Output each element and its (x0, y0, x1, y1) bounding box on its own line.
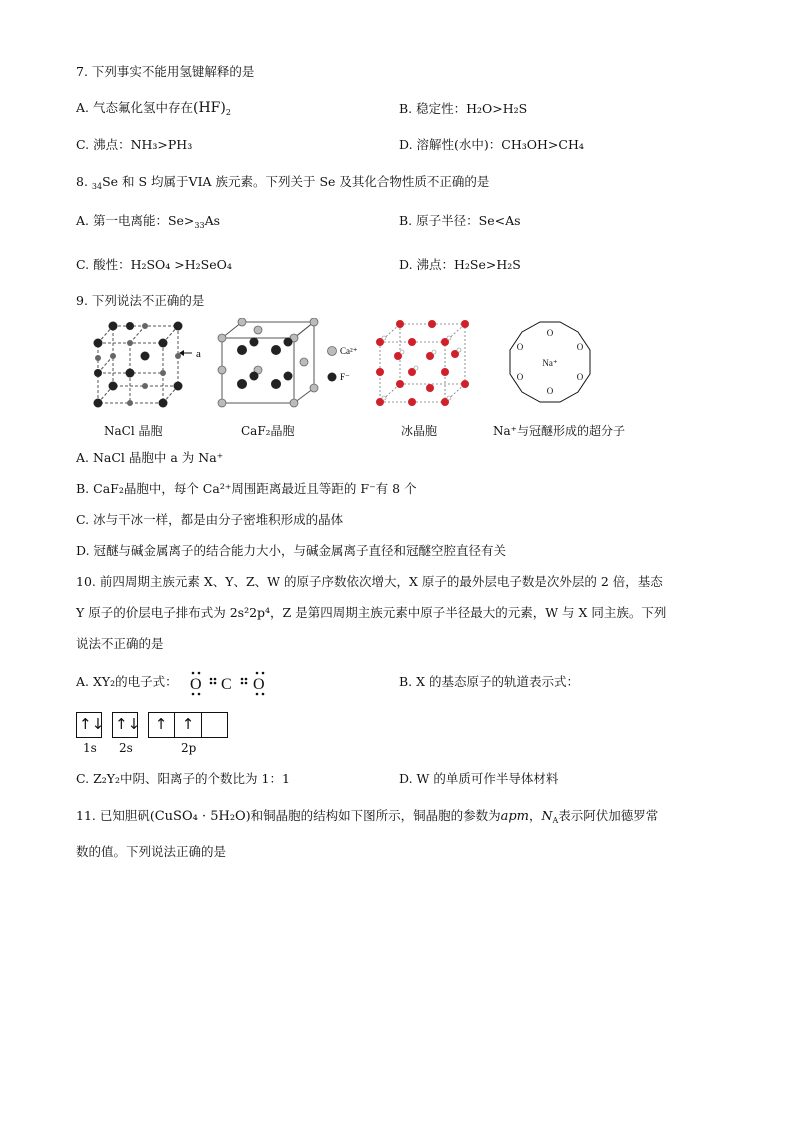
q11-stem-c: ， (529, 808, 542, 823)
q8-option-b: B. 原子半径：Se<As (399, 213, 521, 228)
q8-stem-rest: Se 和 S 均属于VIA 族元素。下列关于 Se 及其化合物性质不正确的是 (102, 174, 490, 189)
orbital-label-1s: 1s (83, 741, 97, 755)
q10-stem-line3: 说法不正确的是 (76, 636, 164, 651)
q11-na: N (541, 808, 553, 823)
orbital-2s-arrows: ↑↓ (115, 715, 141, 733)
q11-stem-a: 11. 已知胆矾( (76, 808, 155, 823)
crown-o-2: O (576, 342, 584, 352)
q8-stem-pre: 8. (76, 174, 92, 189)
q11-stem-line2: 数的值。下列说法正确的是 (76, 844, 227, 859)
fig-label-crown: Na⁺与冠醚形成的超分子 (493, 424, 625, 438)
lewis-o-right: O (253, 676, 265, 693)
q7-option-a-text: A. 气态氟化氢中存在 (76, 100, 193, 115)
q10-lewis-structure (187, 670, 277, 696)
orbital-2p-arrow-1: ↑ (154, 715, 168, 733)
orbital-2p-arrow-2: ↑ (181, 715, 195, 733)
orbital-label-2p: 2p (181, 741, 197, 755)
q8-option-d: D. 沸点：H₂Se>H₂S (399, 257, 521, 272)
q9-option-d: D. 冠醚与碱金属离子的结合能力大小，与碱金属离子直径和冠醚空腔直径有关 (76, 543, 507, 558)
q8-option-a-sub: 33 (194, 221, 205, 230)
q8-option-a-post: As (204, 213, 221, 228)
lewis-c: C (221, 676, 232, 693)
q10-stem-line1: 10. 前四周期主族元素 X、Y、Z、W 的原子序数依次增大，X 原子的最外层电子数是次外层的 2 倍，基态 (76, 574, 663, 589)
q7-stem: 7. 下列事实不能用氢键解释的是 (76, 64, 255, 79)
lewis-o-left: O (190, 676, 202, 693)
q10-option-d: D. W 的单质可作半导体材料 (399, 771, 559, 786)
crown-ether-figure (500, 318, 600, 410)
q8-option-a-pre: A. 第一电离能：Se> (76, 213, 195, 228)
crown-o-1: O (546, 328, 554, 338)
q8-option-c: C. 酸性：H₂SO₄ >H₂SeO₄ (76, 257, 232, 272)
q9-stem: 9. 下列说法不正确的是 (76, 293, 205, 308)
q11-stem-line1 (76, 810, 658, 823)
fig-label-caf2: CaF₂晶胞 (241, 424, 295, 438)
orbital-2p-divider-1 (174, 712, 175, 738)
q7-option-b: B. 稳定性：H₂O>H₂S (399, 101, 528, 116)
q11-stem-b: )和铜晶胞的结构如下图所示，铜晶胞的参数为 (245, 808, 501, 823)
orbital-1s-arrows: ↑↓ (79, 715, 105, 733)
q8-stem-sub: 34 (91, 182, 103, 191)
crown-o-4: O (546, 386, 554, 396)
q10-stem-line2: Y 原子的价层电子排布式为 2s²2p⁴，Z 是第四周期主族元素中原子半径最大的元素，W 与 X 同主族。下列 (76, 605, 667, 620)
q9-option-a: A. NaCl 晶胞中 a 为 Na⁺ (76, 450, 224, 465)
ice-cell-figure (374, 320, 474, 410)
caf2-cell-figure (214, 318, 374, 410)
orbital-label-2s: 2s (119, 741, 133, 755)
q7-option-a-formula: (HF) (192, 100, 226, 116)
q8-option-a (76, 215, 220, 228)
q7-option-d: D. 溶解性(水中)：CH₃OH>CH₄ (399, 137, 584, 152)
fig-label-nacl: NaCl 晶胞 (104, 424, 163, 438)
q7-option-a-sub: 2 (225, 108, 231, 117)
crown-o-5: O (516, 372, 524, 382)
q10-option-a: A. XY₂的电子式： (76, 674, 178, 689)
crown-o-6: O (516, 342, 524, 352)
q11-stem-d: 表示阿伏加德罗常 (558, 808, 659, 823)
crown-center-na: Na⁺ (542, 358, 558, 368)
crown-o-3: O (576, 372, 584, 382)
q9-option-c: C. 冰与干冰一样，都是由分子密堆积形成的晶体 (76, 512, 344, 527)
fig-label-ice: 冰晶胞 (401, 424, 438, 438)
q7-option-c: C. 沸点：NH₃>PH₃ (76, 137, 193, 152)
q9-option-b: B. CaF₂晶胞中，每个 Ca²⁺周围距离最近且等距的 F⁻有 8 个 (76, 481, 417, 496)
q10-option-c: C. Z₂Y₂中阴、阳离子的个数比为 1：1 (76, 771, 290, 786)
lewis-dots (187, 670, 277, 696)
q10-option-b: B. X 的基态原子的轨道表示式： (399, 674, 580, 689)
q11-formula: CuSO₄ · 5H₂O (154, 809, 246, 824)
nacl-label-a: a (196, 348, 201, 360)
orbital-2p-arrow-3 (205, 712, 225, 736)
q11-na-sub: A (552, 816, 559, 825)
q11-param: apm (500, 809, 529, 824)
q8-stem (76, 176, 489, 189)
orbital-2p-divider-2 (201, 712, 202, 738)
caf2-legend-f: F⁻ (340, 372, 350, 382)
caf2-legend-ca: Ca²⁺ (340, 346, 358, 356)
nacl-cell-figure (88, 318, 213, 410)
q7-option-a (76, 101, 231, 115)
